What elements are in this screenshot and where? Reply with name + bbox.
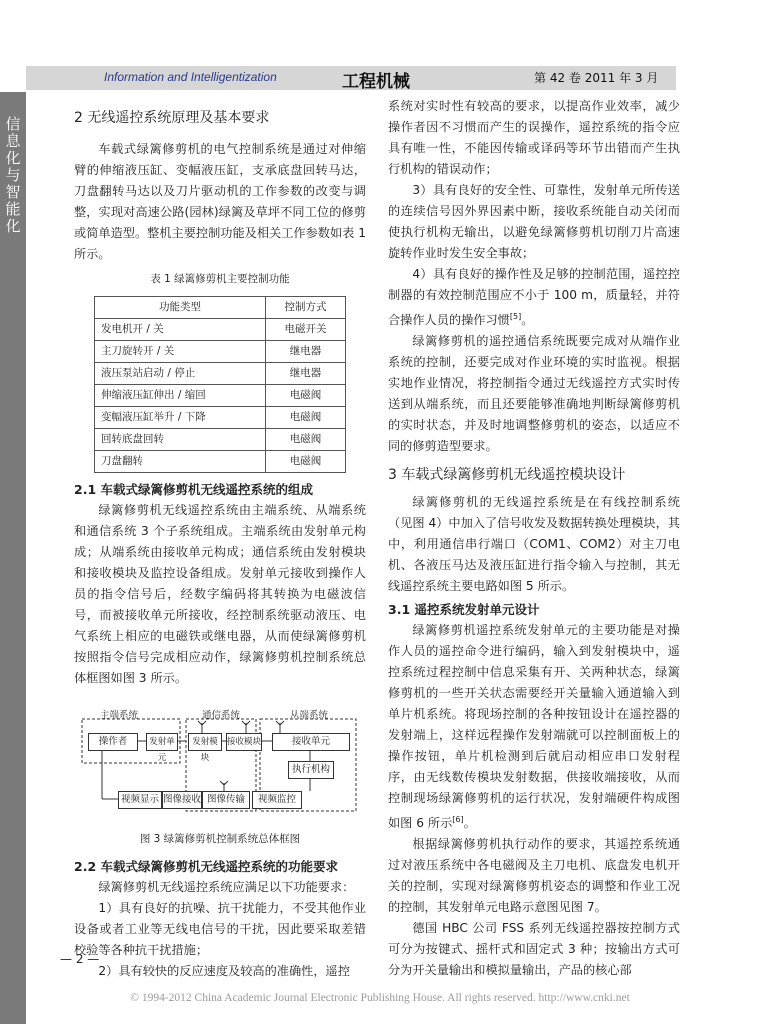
function-cell: 刀盘翻转 (95, 451, 266, 473)
section-2-1-title: 2.1 车载式绿篱修剪机无线遥控系统的组成 (74, 482, 313, 497)
tx-unit-box: 发射单元 (146, 733, 178, 751)
paragraph: 3）具有良好的安全性、可靠性，发射单元所传送的连续信号因外界因素中断，接收系统能自动关闭而使执行机构无输出，以避免绿篱修剪机切削刀片高速旋转作业时发生安全事故； (388, 183, 680, 260)
figure-3-block-diagram (74, 703, 360, 823)
journal-english-title: Information and Intelligentization (104, 70, 277, 84)
paragraph: 绿篱修剪机的无线遥控系统是在有线控制系统（见图 4）中加入了信号收发及数据转换处理模块，其中，利用通信串行端口（COM1、COM2）对主刀电机、各液压马达及液压缸进行指令输入与控制，其无线遥控系统主要电路如图 5 所示。 (388, 495, 680, 594)
paragraph-text: 绿篱修剪机遥控系统发射单元的主要功能是对操作人员的遥控命令进行编码，输入到发射模块中，遥控系统过程控制中信息采集有开、关两种状态，绿篱修剪机的一些开关状态需要经开关量输入通道输入到单片机系统。将现场控制的各种按钮设计在遥控器的发射端上，这样远程操作发射端就可以控制面板上的操作按钮，单片机检测到后就启动相应串口发射程序，由无线数传模块发射数据，供接收端接收，从而控制现场绿篱修剪机的运行状况，发射端硬件构成图如图 6 所示 (388, 623, 680, 831)
control-cell: 继电器 (266, 341, 346, 363)
table-row (95, 429, 346, 451)
group-label-slave: 从端系统 (290, 710, 329, 721)
punctuation: 。 (521, 313, 534, 328)
paragraph: 1）具有良好的抗噪、抗干扰能力，不受其他作业设备或者工业等无线电信号的干扰，因此要采取差错校验等各种抗干扰措施； (74, 901, 366, 957)
paragraph: 2）具有较快的反应速度及较高的准确性，遥控 (98, 964, 350, 978)
image-tx-box: 图像传输 (202, 791, 250, 809)
function-cell: 回转底盘回转 (95, 429, 266, 451)
video-monitor-box: 视频监控 (252, 791, 302, 809)
sidebar-strip (0, 92, 26, 1024)
function-cell: 变幅液压缸举升 / 下降 (95, 407, 266, 429)
control-cell: 电磁阀 (266, 429, 346, 451)
control-cell: 电磁阀 (266, 407, 346, 429)
section-2-title: 2 无线遥控系统原理及基本要求 (74, 110, 270, 126)
paragraph: 绿篱修剪机无线遥控系统由主端系统、从端系统和通信系统 3 个子系统组成。主端系统由发射单元构成；从端系统由接收单元构成；通信系统由发射模块和接收模块及监控设备组成。发射单元接收到操作人员的指令信号后，经数字编码将其转换为电磁波信号，而被接收单元所接收，经控制系统驱动液压、电气系统上相应的电磁铁或继电器，从而使绿篱修剪机按照指令信号完成相应动作，绿篱修剪机控制系统总体框图如图 3 所示。 (74, 503, 366, 685)
citation-ref: [6] (452, 815, 464, 825)
table-row (95, 451, 346, 473)
table-row (95, 385, 346, 407)
group-label-comm: 通信系统 (202, 710, 241, 721)
table-header-row (95, 297, 346, 319)
control-cell: 电磁阀 (266, 385, 346, 407)
control-function-table (94, 296, 346, 473)
operator-box: 操作者 (88, 733, 138, 751)
table-1-caption: 表 1 绿篱修剪机主要控制功能 (150, 273, 290, 285)
control-cell: 电磁阀 (266, 451, 346, 473)
column-header-function: 功能类型 (95, 297, 266, 319)
sidebar-section-label: 信息化与智能化 (5, 115, 21, 235)
citation-ref: [5] (509, 312, 522, 321)
paragraph: 系统对实时性有较高的要求，以提高作业效率，减少操作者因不习惯而产生的误操作，遥控系统的指令应具有唯一性，不能因传输或译码等环节出错而产生执行机构的错误动作； (388, 99, 680, 176)
control-cell: 继电器 (266, 363, 346, 385)
function-cell: 主刀旋转开 / 关 (95, 341, 266, 363)
tx-module-box: 发射模块 (188, 733, 222, 751)
table-row (95, 341, 346, 363)
image-rx-box: 图像接收 (162, 791, 202, 809)
volume-info: 第 42 卷 2011 年 3 月 (534, 71, 659, 85)
function-cell: 液压泵站启动 / 停止 (95, 363, 266, 385)
function-cell: 伸缩液压缸伸出 / 缩回 (95, 385, 266, 407)
table-row (95, 319, 346, 341)
running-header (26, 66, 676, 90)
punctuation: 。 (463, 816, 476, 831)
right-column (388, 96, 680, 981)
paragraph (388, 620, 680, 834)
paragraph (388, 264, 680, 331)
column-header-control: 控制方式 (266, 297, 346, 319)
paragraph: 绿篱修剪机的遥控通信系统既要完成对从端作业系统的控制，还要完成对作业环境的实时监视。根据实地作业情况，将控制指令通过无线遥控方式实时传送到从端系统，而且还要能够准确地判断绿篱修剪机的实时状态，并及时地调整修剪机的姿态，以适应不同的修剪造型要求。 (388, 334, 680, 454)
page-number: — 2 — (60, 952, 100, 966)
group-label-master: 主端系统 (100, 710, 139, 721)
table-row (95, 407, 346, 429)
section-2-2-title: 2.2 车载式绿篱修剪机无线遥控系统的功能要求 (74, 859, 338, 874)
paragraph: 根据绿篱修剪机执行动作的要求，其遥控系统通过对液压系统中各电磁阀及主刀电机、底盘发电机开关的控制，实现对绿篱修剪机姿态的调整和作业工况的控制，其发射单元电路示意图见图 7。 (388, 837, 680, 915)
copyright-footer: © 1994-2012 China Academic Journal Electronic Publishing House. All rights reserved. http://www.cnki.net (130, 992, 630, 1004)
rx-unit-box: 接收单元 (272, 733, 350, 751)
paragraph: 绿篱修剪机无线遥控系统应满足以下功能要求： (98, 880, 355, 894)
function-cell: 发电机开 / 关 (95, 319, 266, 341)
video-display-box: 视频显示 (118, 791, 162, 809)
table-row (95, 363, 346, 385)
journal-chinese-title: 工程机械 (342, 72, 410, 92)
section-3-title: 3 车载式绿篱修剪机无线遥控模块设计 (388, 467, 626, 484)
paragraph-text: 4）具有良好的操作性及足够的控制范围，遥控控制器的有效控制范围应不小于 100 m，质量轻，并符合操作人员的操作习惯 (388, 267, 680, 328)
left-column (74, 96, 366, 982)
paragraph: 车载式绿篱修剪机的电气控制系统是通过对伸缩臂的伸缩液压缸、变幅液压缸，支承底盘回转马达，刀盘翻转马达以及刀片驱动机的工作参数的改变与调整，实现对高速公路(园林)绿篱及草坪不同工位的修剪或简单造型。整机主要控制功能及相关工作参数如表 1 所示。 (74, 142, 366, 261)
actuator-box: 执行机构 (288, 761, 334, 779)
control-cell: 电磁开关 (266, 319, 346, 341)
section-3-1-title: 3.1 遥控系统发射单元设计 (388, 602, 540, 618)
rx-module-box: 接收模块 (226, 733, 262, 751)
paragraph: 德国 HBC 公司 FSS 系列无线遥控器按控制方式可分为按键式、摇杆式和固定式 3 种；按输出方式可分为开关量输出和模拟量输出，产品的核心部 (388, 921, 680, 978)
figure-3-caption: 图 3 绿篱修剪机控制系统总体框图 (139, 833, 301, 845)
